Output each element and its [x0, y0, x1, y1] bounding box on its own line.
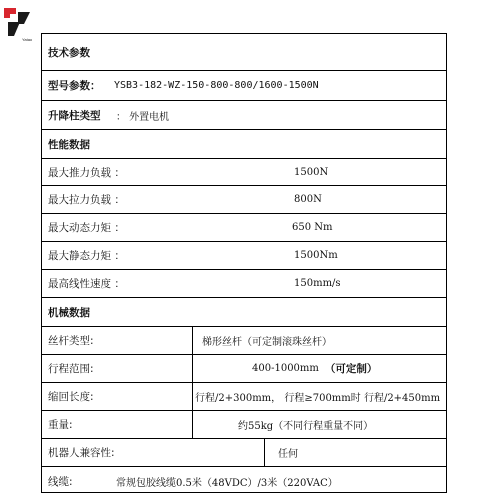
compat-value: 任何 [278, 449, 298, 460]
perf-value: 800N [294, 194, 322, 205]
column-divider [192, 355, 193, 382]
retract-label: 缩回长度: [48, 391, 94, 403]
perf-label: 最大推力负载 ： [48, 166, 125, 179]
section-title: 技术参数 [48, 46, 90, 59]
column-type-value: ： 外置电机 [116, 111, 170, 123]
section-header-performance [42, 130, 447, 159]
spec-table [41, 33, 446, 493]
retract-row [42, 383, 447, 411]
section-title: 性能数据 [48, 138, 90, 151]
column-divider [192, 383, 193, 410]
perf-label: 最大拉力负载 ： [48, 194, 125, 206]
perf-label: 最大静态力矩 ： [48, 250, 125, 262]
perf-row [42, 186, 447, 214]
column-divider [192, 411, 193, 438]
compat-row [42, 439, 447, 467]
perf-row [42, 214, 447, 242]
perf-row [42, 242, 447, 270]
section-title: 机械数据 [48, 306, 90, 319]
perf-value: 1500N [294, 166, 329, 178]
perf-value: 150mm/s [294, 278, 341, 289]
cable-row [42, 467, 447, 495]
model-label: 型号参数： [48, 80, 101, 92]
cable-label: 线缆: [48, 475, 73, 488]
weight-label: 重量: [48, 419, 73, 431]
column-divider [264, 439, 265, 466]
perf-value: 650 Nm [292, 222, 333, 233]
table-right-border [446, 33, 447, 493]
screw-type-label: 丝杆类型: [48, 335, 94, 347]
stroke-label: 行程范围: [48, 363, 94, 375]
logo-text: Yatao [22, 37, 33, 42]
column-divider [192, 327, 193, 354]
stroke-value: 400-1000mm [252, 363, 319, 374]
perf-label: 最高线性速度 ： [48, 278, 125, 290]
column-type-label: 升降柱类型 [48, 109, 101, 122]
screw-type-value: 梯形丝杆（可定制滚珠丝杆） [202, 337, 332, 348]
perf-label: 最大动态力矩 ： [48, 222, 125, 234]
perf-row [42, 270, 447, 298]
perf-row [42, 159, 447, 186]
column-type-row [42, 101, 447, 130]
model-row [42, 71, 447, 101]
section-header-tech [42, 34, 447, 71]
cable-value: 常规包胶线缆0.5米（48VDC）/3米（220VAC） [116, 477, 338, 489]
screw-type-row [42, 327, 447, 355]
retract-value: 行程/2+300mm， 行程≥700mm时 行程/2+450mm [195, 393, 441, 404]
company-logo [2, 6, 32, 40]
model-value: YSB3-182-WZ-150-800-800/1600-1500N [114, 80, 319, 91]
stroke-row [42, 355, 447, 383]
weight-row [42, 411, 447, 439]
section-header-mechanical [42, 298, 447, 327]
weight-value: 约55kg（不同行程重量不同） [238, 421, 374, 432]
perf-value: 1500Nm [294, 250, 338, 261]
compat-label: 机器人兼容性: [48, 447, 115, 459]
stroke-note: （可定制） [324, 363, 378, 375]
